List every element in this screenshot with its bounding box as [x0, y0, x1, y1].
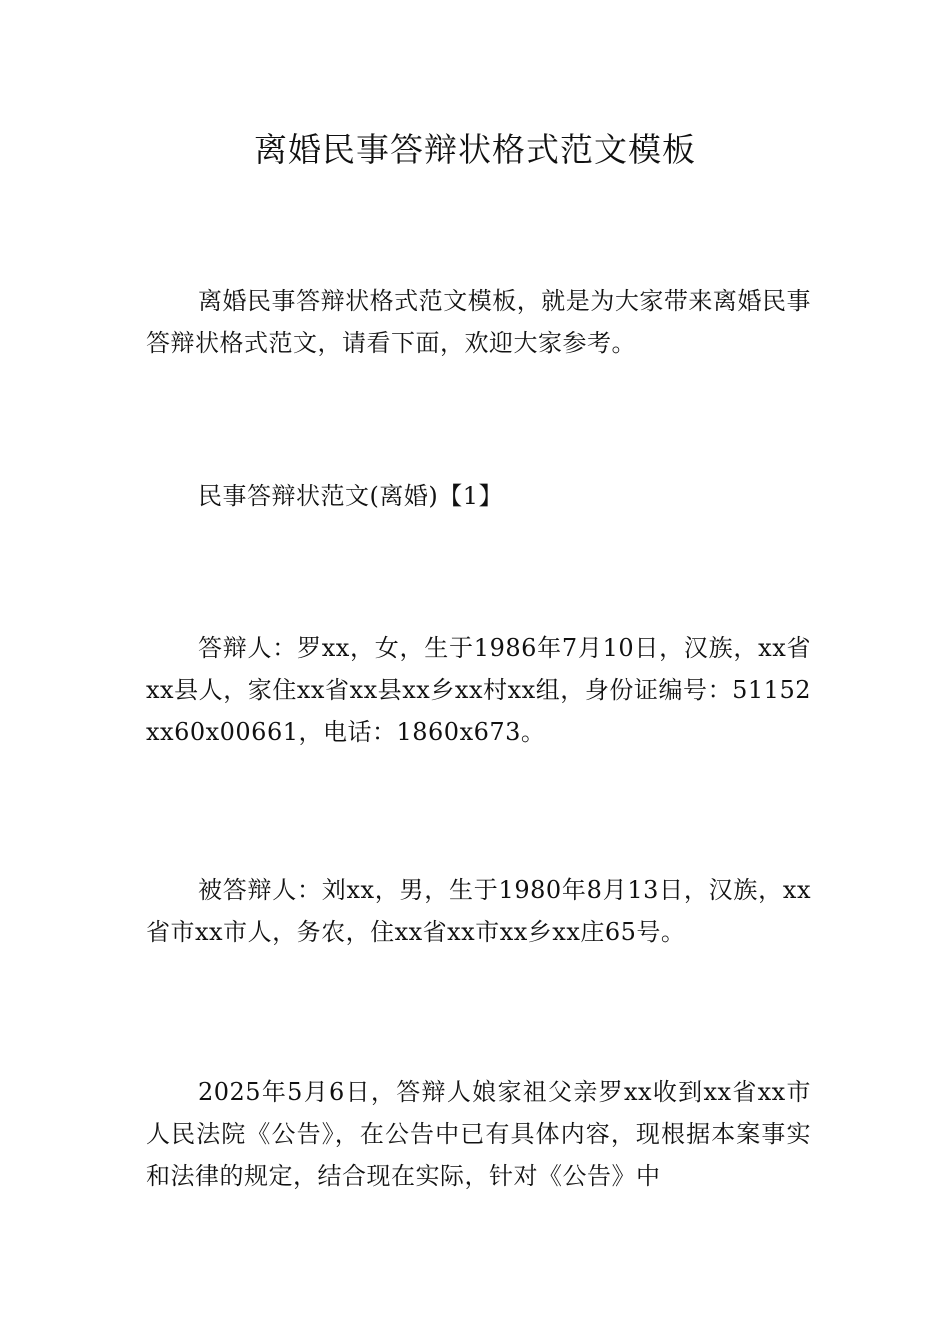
body-paragraph: 2025年5月6日，答辩人娘家祖父亲罗xx收到xx省xx市人民法院《公告》，在公告中已有具体内容，现根据本案事实和法律的规定，结合现在实际，针对《公告》中	[146, 1078, 811, 1190]
defendant-info-paragraph: 答辩人：罗xx，女，生于1986年7月10日，汉族，xx省xx县人，家住xx省xx县xx乡xx村xx组，身份证编号：51152xx60x00661，电话：1860x673。	[146, 634, 811, 746]
intro-paragraph: 离婚民事答辩状格式范文模板，就是为大家带来离婚民事答辩状格式范文，请看下面，欢迎大家参考。	[146, 287, 811, 357]
document-title: 离婚民事答辩状格式范文模板	[254, 130, 696, 169]
plaintiff-info-paragraph: 被答辩人：刘xx，男，生于1980年8月13日，汉族，xx省市xx市人，务农，住xx省xx市xx乡xx庄65号。	[146, 876, 811, 946]
section-heading: 民事答辩状范文(离婚)【1】	[198, 482, 503, 510]
